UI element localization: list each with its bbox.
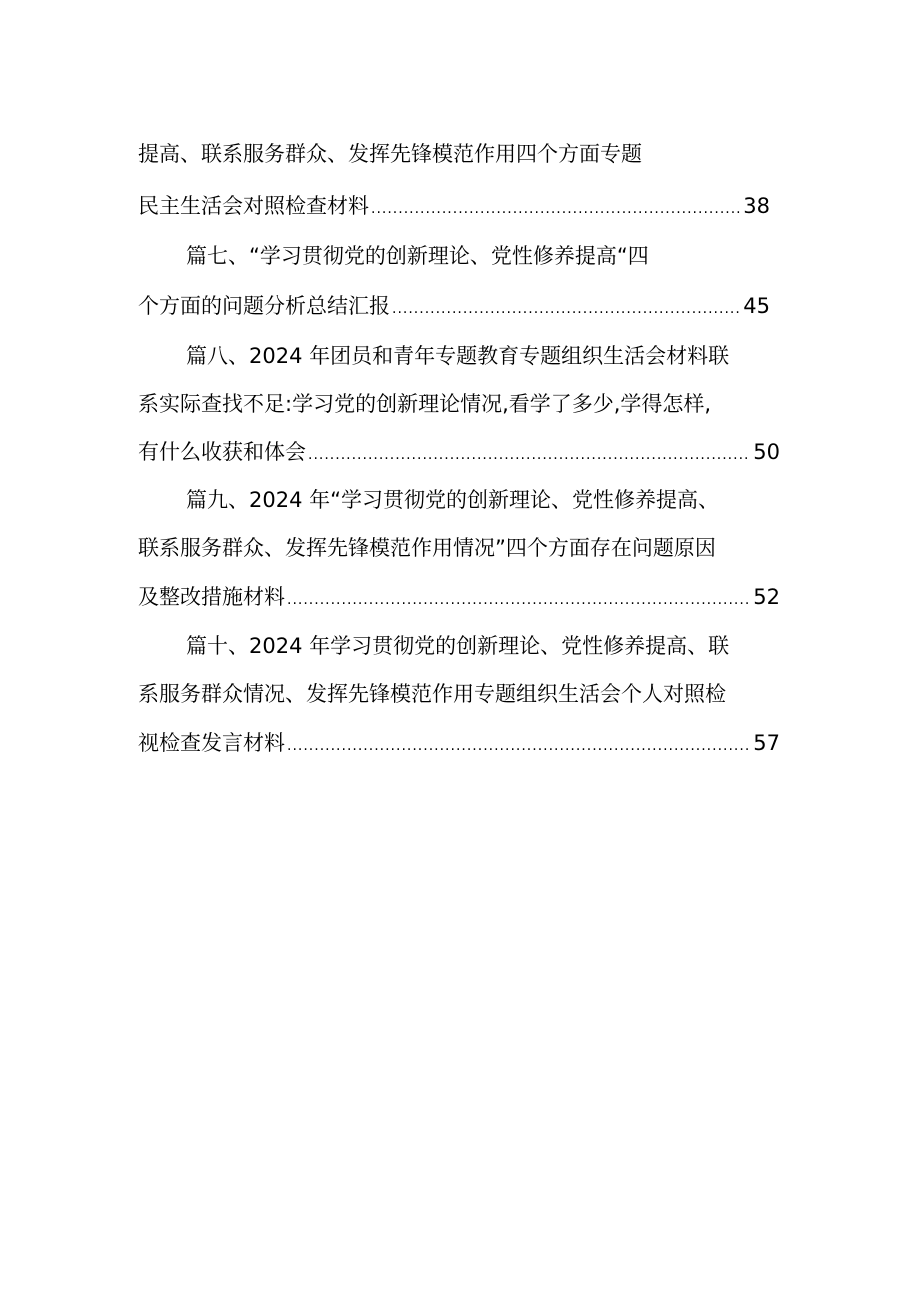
toc-leader-dots (308, 437, 751, 473)
toc-leader-dots (287, 582, 751, 618)
toc-entry-7-title-end: 个方面的问题分析总结汇报 (138, 294, 390, 318)
toc-leader-dots (371, 191, 741, 227)
toc-entry-10-line-3[interactable] (138, 725, 780, 761)
toc-entry-8-line-3[interactable] (138, 434, 780, 470)
toc-entry-9-title-end: 及整改措施材料 (138, 585, 285, 609)
toc-entry-7-line-1: 篇七、“学习贯彻党的创新理论、党性修养提高“四 (186, 244, 649, 268)
toc-entry-9-line-1: 篇九、2024 年“学习贯彻党的创新理论、党性修养提高、 (186, 488, 719, 512)
toc-entry-8-page-number: 50 (753, 440, 780, 464)
toc-entry-9-line-2: 联系服务群众、发挥先锋模范作用情况”四个方面存在问题原因 (138, 536, 716, 560)
toc-entry-10-title-end: 视检查发言材料 (138, 731, 285, 755)
toc-entry-8-title-end: 有什么收获和体会 (138, 440, 306, 464)
toc-entry-6-page-number: 38 (743, 194, 770, 218)
toc-leader-dots (287, 728, 751, 764)
toc-entry-6-line-2[interactable] (138, 188, 770, 224)
toc-entry-6-line-1: 提高、联系服务群众、发挥先锋模范作用四个方面专题 (138, 142, 642, 166)
toc-entry-10-page-number: 57 (753, 731, 780, 755)
toc-entry-9-page-number: 52 (753, 585, 780, 609)
toc-entry-9-line-3[interactable] (138, 579, 780, 615)
toc-entry-7-line-2[interactable] (138, 288, 770, 324)
toc-entry-10-line-2: 系服务群众情况、发挥先锋模范作用专题组织生活会个人对照检 (138, 682, 726, 706)
toc-entry-10-line-1: 篇十、2024 年学习贯彻党的创新理论、党性修养提高、联 (186, 634, 730, 658)
toc-entry-8-line-2: 系实际查找不足:学习党的创新理论情况,看学了多少,学得怎样, (138, 392, 712, 416)
toc-entry-6-title-end: 民主生活会对照检查材料 (138, 194, 369, 218)
toc-leader-dots (392, 291, 741, 327)
toc-entry-8-line-1: 篇八、2024 年团员和青年专题教育专题组织生活会材料联 (186, 344, 730, 368)
toc-entry-7-page-number: 45 (743, 294, 770, 318)
